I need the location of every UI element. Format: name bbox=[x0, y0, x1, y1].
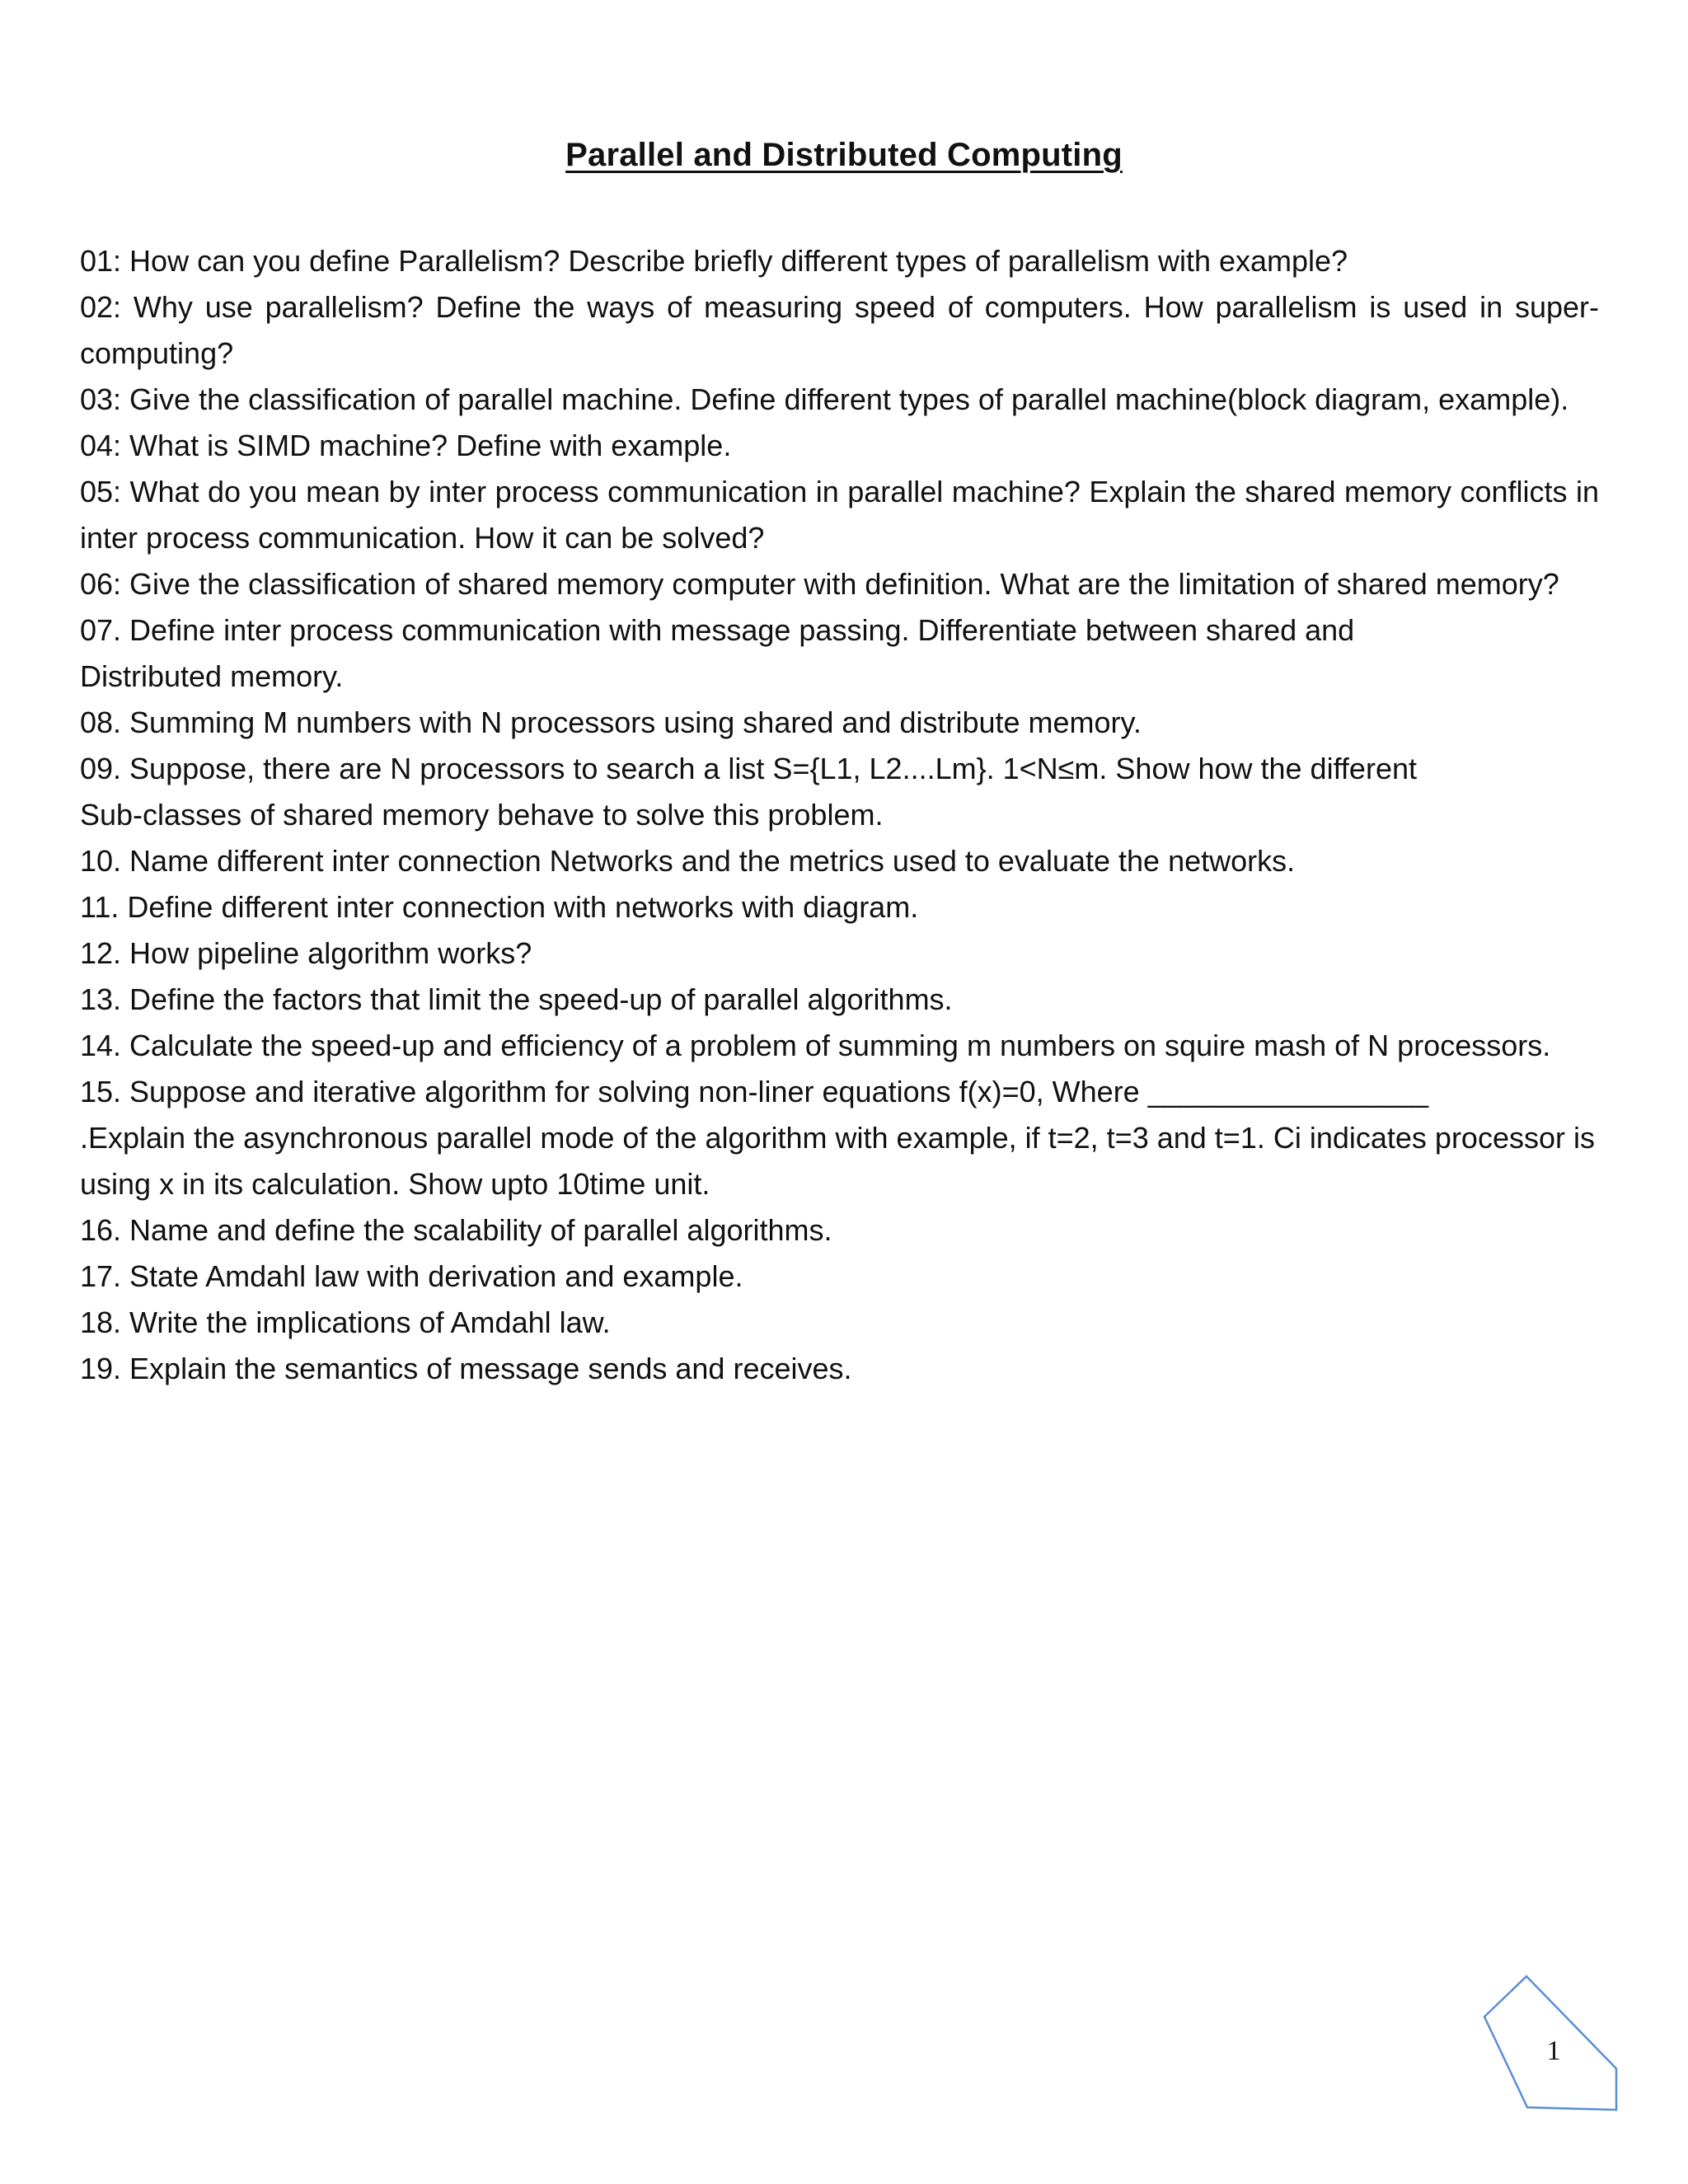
question-03: 03: Give the classification of parallel machine. Define different types of parallel machine(block diagram, example). bbox=[80, 382, 1569, 416]
question-19: 19. Explain the semantics of message sends and receives. bbox=[80, 1352, 852, 1385]
question-16: 16. Name and define the scalability of parallel algorithms. bbox=[80, 1213, 832, 1247]
question-09-line-2: Sub-classes of shared memory behave to solve this problem. bbox=[80, 798, 884, 832]
question-07-line-1: 07. Define inter process communication with message passing. Differentiate between shared and bbox=[80, 613, 1355, 647]
question-09-line-1: 09. Suppose, there are N processors to search a list S={L1, L2....Lm}. 1<N≤m. Show how the different bbox=[80, 752, 1417, 785]
question-15-line-1: 15. Suppose and iterative algorithm for solving non-liner equations f(x)=0, Where _________________ bbox=[80, 1075, 1429, 1108]
question-10: 10. Name different inter connection Networks and the metrics used to evaluate the networks. bbox=[80, 844, 1296, 878]
question-list bbox=[80, 238, 1599, 1392]
question-13: 13. Define the factors that limit the speed-up of parallel algorithms. bbox=[80, 982, 953, 1016]
page-number: 1 bbox=[1546, 2036, 1561, 2066]
question-18: 18. Write the implications of Amdahl law. bbox=[80, 1305, 611, 1339]
question-05: 05: What do you mean by inter process communication in parallel machine? Explain the shared memory conflicts in inter process communication. How it can be solved? bbox=[80, 475, 1599, 555]
question-04: 04: What is SIMD machine? Define with example. bbox=[80, 429, 732, 462]
question-14: 14. Calculate the speed-up and efficiency of a problem of summing m numbers on squire mash of N processors. bbox=[80, 1029, 1551, 1062]
question-06: 06: Give the classification of shared memory computer with definition. What are the limitation of shared memory? bbox=[80, 567, 1559, 601]
question-02: 02: Why use parallelism? Define the ways of measuring speed of computers. How parallelism is used in super-computing? bbox=[80, 290, 1599, 370]
question-07-line-2: Distributed memory. bbox=[80, 659, 344, 693]
question-12: 12. How pipeline algorithm works? bbox=[80, 936, 532, 970]
question-01: 01: How can you define Parallelism? Describe briefly different types of parallelism with example? bbox=[80, 244, 1348, 278]
question-17: 17. State Amdahl law with derivation and example. bbox=[80, 1259, 743, 1293]
document-title: Parallel and Distributed Computing bbox=[565, 137, 1123, 173]
question-08: 08. Summing M numbers with N processors using shared and distribute memory. bbox=[80, 705, 1142, 739]
question-11: 11. Define different inter connection with networks with diagram. bbox=[80, 890, 919, 924]
question-15-continued: .Explain the asynchronous parallel mode of the algorithm with example, if t=2, t=3 and t=1. Ci indicates processor is using x in its calculation. Show upto 10time unit. bbox=[80, 1121, 1595, 1201]
